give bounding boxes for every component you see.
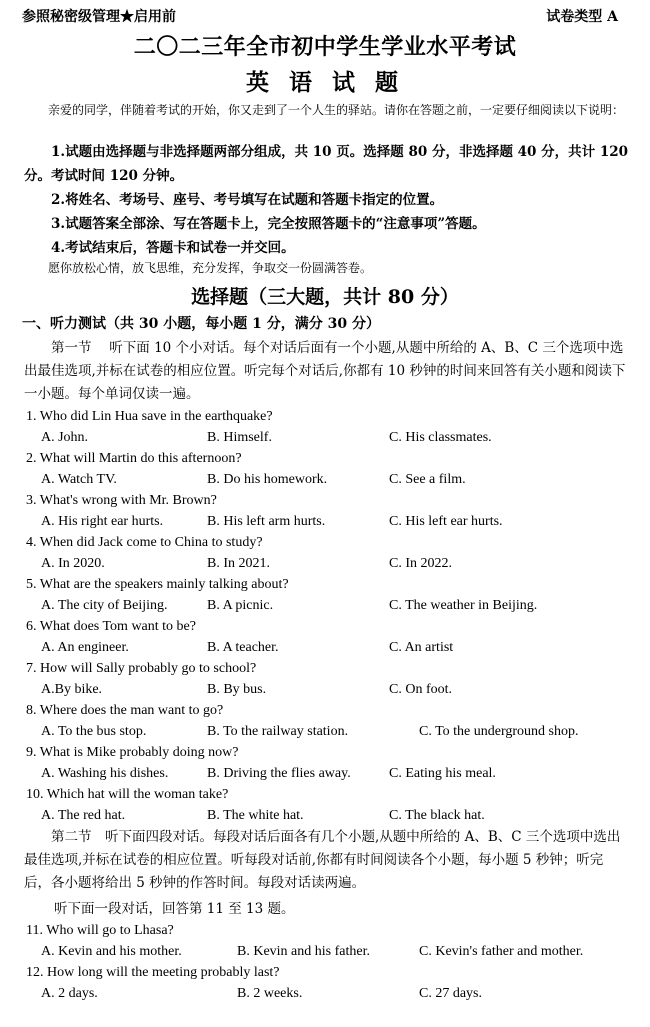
option-b: B. To the railway station. [207,724,349,739]
question-text: 7. How will Sally probably go to school? [26,661,257,676]
option-a: A. Washing his dishes. [41,766,169,781]
question-text: 2. What will Martin do this afternoon? [26,451,242,466]
option-c: C. Eating his meal. [389,766,496,781]
option-c: C. 27 days. [419,986,482,1001]
option-a: A. To the bus stop. [41,724,147,739]
option-b: B. Driving the flies away. [207,766,351,781]
question-text: 1. Who did Lin Hua save in the earthquake? [26,409,273,424]
option-a: A. His right ear hurts. [41,514,164,529]
option-c: C. In 2022. [389,556,452,571]
closing-remark: 愿你放松心情，放飞思维，充分发挥，争取交一份圆满答卷。 [48,261,373,275]
instruction-note: 4.考试结束后，答题卡和试卷一并交回。 [51,240,295,256]
instructions-list [24,140,630,260]
question-text: 6. What does Tom want to be? [26,619,196,634]
option-c: C. To the underground shop. [419,724,579,739]
option-b: B. Kevin and his father. [237,944,370,959]
option-c: C. His classmates. [389,430,492,445]
option-a: A. An engineer. [41,640,129,655]
option-b: B. A picnic. [207,598,274,613]
intro-paragraph: 亲爱的同学，伴随着考试的开始，你又走到了一个人生的驿站。请你在答题之前，一定要仔细阅读以下说明： [48,103,625,117]
section2-instructions: 第二节 听下面四段对话。每段对话后面各有几个小题,从题中所给的 A、B、C 三个选项中选出最佳选项,并标在试卷的相应位置。听每段对话前,你都有时间阅读各个小题，每小题 5 秒钟；听完后，各小题将给出 5 秒钟的作答时间。每段对话读两遍。 [24,829,621,891]
option-b: B. By bus. [207,682,267,697]
instruction-note: 2.将姓名、考场号、座号、考号填写在试题和答题卡指定的位置。 [51,192,444,208]
option-b: B. In 2021. [207,556,270,571]
part-title: 一、听力测试（共 30 小题，每小题 1 分，满分 30 分） [22,316,380,332]
confidentiality-label: 参照秘密级管理★启用前 [22,9,176,25]
instruction-note: 1.试题由选择题与非选择题两部分组成，共 10 页。选择题 80 分，非选择题 40 分，共计 120 分。考试时间 120 分钟。 [24,144,629,184]
question-text: 10. Which hat will the woman take? [26,787,229,802]
question-text: 3. What's wrong with Mr. Brown? [26,493,217,508]
option-b: B. The white hat. [207,808,304,823]
option-c: C. Kevin's father and mother. [419,944,584,959]
option-c: C. An artist [389,640,454,655]
option-a: A. 2 days. [41,986,98,1001]
section1-instructions: 第一节 听下面 10 个小对话。每个对话后面有一个小题,从题中所给的 A、B、C 三个选项中选出最佳选项,并标在试卷的相应位置。听完每个对话后,你都有 10 秒钟的时间来回答有关小题和阅读下一小题。每个单词仅读一遍。 [24,340,626,402]
question-text: 9. What is Mike probably doing now? [26,745,239,760]
option-a: A. The city of Beijing. [41,598,168,613]
question-text: 4. When did Jack come to China to study? [26,535,263,550]
option-c: C. His left ear hurts. [389,514,503,529]
option-c: C. On foot. [389,682,452,697]
option-b: B. A teacher. [207,640,279,655]
question-text: 5. What are the speakers mainly talking about? [26,577,289,592]
option-b: B. Himself. [207,430,272,445]
option-a: A.By bike. [41,682,103,697]
exam-subtitle: 英 语 试 题 [245,69,405,96]
option-a: A. John. [41,430,89,445]
exam-title: 二〇二三年全市初中学生学业水平考试 [133,34,517,60]
question-text: 8. Where does the man want to go? [26,703,224,718]
question-text: 11. Who will go to Lhasa? [26,923,174,938]
paper-type-label: 试卷类型 A [546,9,618,25]
option-a: A. Watch TV. [41,472,117,487]
option-a: A. In 2020. [41,556,105,571]
option-c: C. The black hat. [389,808,485,823]
section-title: 选择题（三大题，共计 80 分） [191,286,459,308]
option-b: B. His left arm hurts. [207,514,326,529]
option-a: A. Kevin and his mother. [41,944,182,959]
option-c: C. The weather in Beijing. [389,598,538,613]
dialogue-lead: 听下面一段对话，回答第 11 至 13 题。 [54,901,295,917]
option-c: C. See a film. [389,472,466,487]
instruction-note: 3.试题答案全部涂、写在答题卡上，完全按照答题卡的“注意事项”答题。 [51,216,486,232]
option-b: B. Do his homework. [207,472,328,487]
option-b: B. 2 weeks. [237,986,303,1001]
question-text: 12. How long will the meeting probably last? [26,965,280,980]
option-a: A. The red hat. [41,808,126,823]
